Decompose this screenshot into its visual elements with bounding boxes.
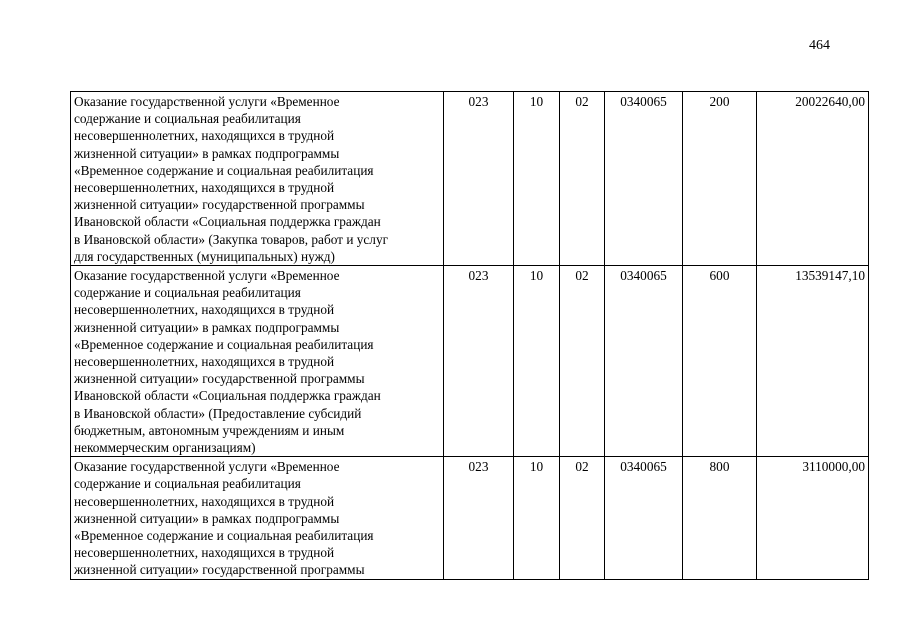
amount-value: 20022640,00 bbox=[757, 92, 869, 266]
table-row bbox=[71, 92, 869, 266]
section-code: 10 bbox=[514, 266, 560, 457]
expense-type-code: 600 bbox=[683, 266, 757, 457]
table-row bbox=[71, 457, 869, 579]
page-number: 464 bbox=[809, 38, 830, 53]
row-description: Оказание государственной услуги «Временное содержание и социальная реабилитация несовершеннолетних, находящихся в трудной жизненной ситуации» в рамках подпрограммы «Временное содержание и социальная реабилитация несовершеннолетних, находящихся в трудной жизненной ситуации» государственной программы Ивановской области «Социальная поддержка граждан в Ивановской области» (Закупка товаров, работ и услуг для государственных (муниципальных) нужд) bbox=[71, 92, 444, 266]
expense-type-code: 800 bbox=[683, 457, 757, 579]
subsection-code: 02 bbox=[560, 92, 605, 266]
amount-value: 3110000,00 bbox=[757, 457, 869, 579]
subsection-code: 02 bbox=[560, 266, 605, 457]
amount-value: 13539147,10 bbox=[757, 266, 869, 457]
ministry-code: 023 bbox=[444, 266, 514, 457]
row-description: Оказание государственной услуги «Временное содержание и социальная реабилитация несовершеннолетних, находящихся в трудной жизненной ситуации» в рамках подпрограммы «Временное содержание и социальная реабилитация несовершеннолетних, находящихся в трудной жизненной ситуации» государственной программы Ивановской области «Социальная поддержка граждан в Ивановской области» (Предоставление субсидий бюджетным, автономным учреждениям и иным некоммерческим организациям) bbox=[71, 266, 444, 457]
target-article-code: 0340065 bbox=[605, 457, 683, 579]
table-row bbox=[71, 266, 869, 457]
target-article-code: 0340065 bbox=[605, 266, 683, 457]
section-code: 10 bbox=[514, 457, 560, 579]
subsection-code: 02 bbox=[560, 457, 605, 579]
ministry-code: 023 bbox=[444, 92, 514, 266]
expense-type-code: 200 bbox=[683, 92, 757, 266]
target-article-code: 0340065 bbox=[605, 92, 683, 266]
row-description: Оказание государственной услуги «Временное содержание и социальная реабилитация несовершеннолетних, находящихся в трудной жизненной ситуации» в рамках подпрограммы «Временное содержание и социальная реабилитация несовершеннолетних, находящихся в трудной жизненной ситуации» государственной программы bbox=[71, 457, 444, 579]
budget-table bbox=[70, 91, 869, 580]
ministry-code: 023 bbox=[444, 457, 514, 579]
section-code: 10 bbox=[514, 92, 560, 266]
